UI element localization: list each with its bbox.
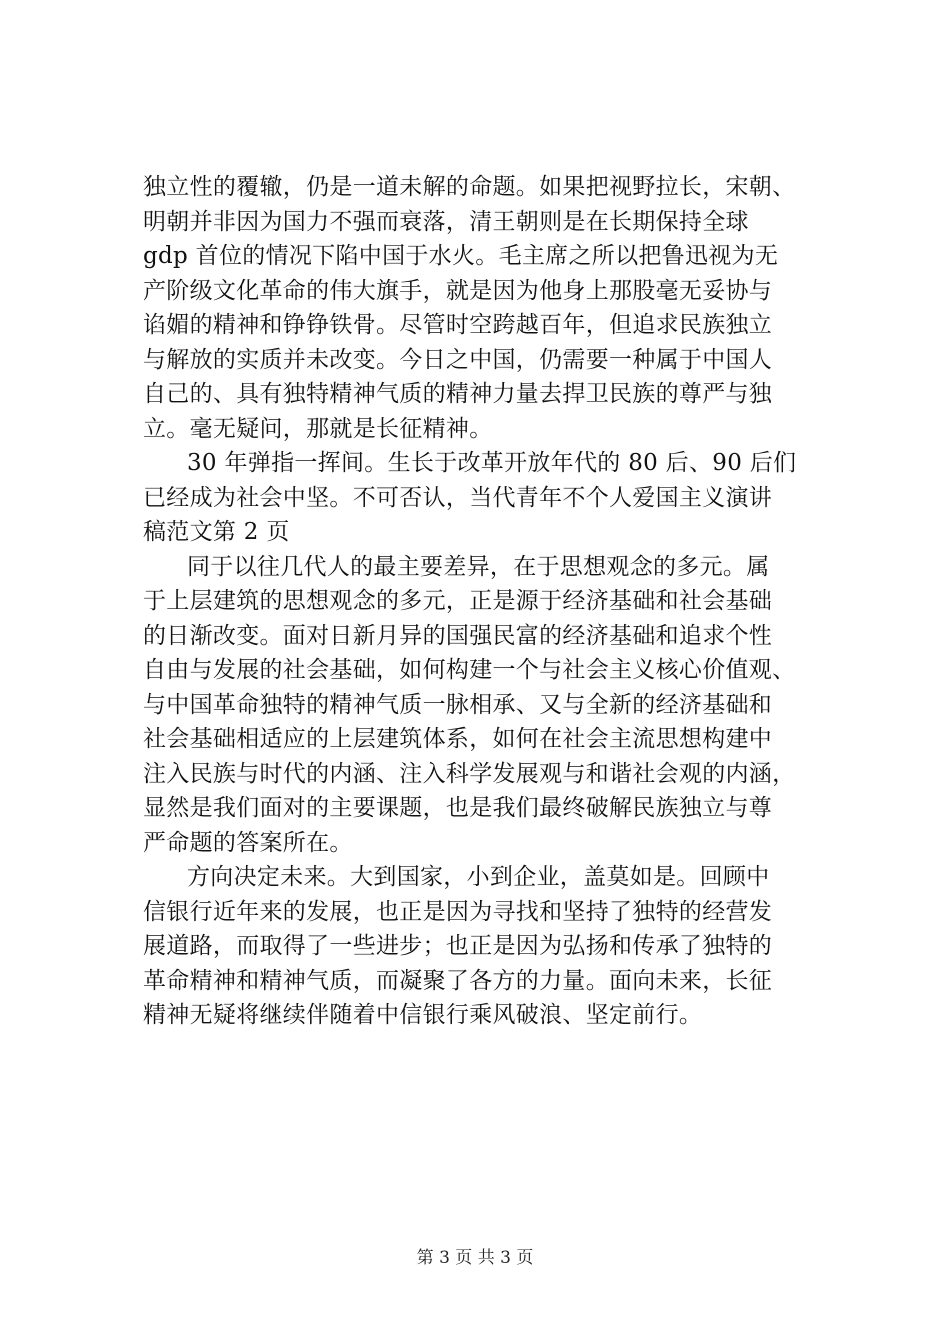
text-line: 与中国革命独特的精神气质一脉相承、又与全新的经济基础和 xyxy=(143,691,773,718)
text-line: 精神无疑将继续伴随着中信银行乘风破浪、坚定前行。 xyxy=(143,1002,703,1028)
page-footer: 第 3 页 共 3 页 xyxy=(416,1248,534,1268)
text-line: 方向决定未来。大到国家，小到企业，盖莫如是。回顾中 xyxy=(187,864,770,890)
text-line: 展道路，而取得了一些进步；也正是因为弘扬和传承了独特的 xyxy=(143,933,773,959)
text-line: 自由与发展的社会基础，如何构建一个与社会主义核心价值观、 xyxy=(143,657,796,683)
text-line: 显然是我们面对的主要课题，也是我们最终破解民族独立与尊 xyxy=(143,795,773,821)
text-line: 立。毫无疑问，那就是长征精神。 xyxy=(143,415,493,442)
document-body xyxy=(143,170,815,1033)
text-line: 与解放的实质并未改变。今日之中国，仍需要一种属于中国人 xyxy=(143,346,773,373)
text-line: 注入民族与时代的内涵、注入科学发展观与和谐社会观的内涵， xyxy=(143,760,796,787)
text-line: 30 年弹指一挥间。生长于改革开放年代的 80 后、90 后们 xyxy=(187,450,797,476)
text-line: 信银行近年来的发展，也正是因为寻找和坚持了独特的经营发 xyxy=(143,898,773,925)
text-line: 的日渐改变。面对日新月异的国强民富的经济基础和追求个性 xyxy=(143,622,773,649)
text-line: 于上层建筑的思想观念的多元，正是源于经济基础和社会基础 xyxy=(143,588,773,614)
text-line: 社会基础相适应的上层建筑体系，如何在社会主流思想构建中 xyxy=(143,726,773,752)
text-line: 革命精神和精神气质，而凝聚了各方的力量。面向未来，长征 xyxy=(143,967,773,994)
text-line: 同于以往几代人的最主要差异，在于思想观念的多元。属 xyxy=(187,553,770,580)
text-line: 产阶级文化革命的伟大旗手，就是因为他身上那股毫无妥协与 xyxy=(143,277,773,304)
text-line: 明朝并非因为国力不强而衰落，清王朝则是在长期保持全球 xyxy=(143,208,749,235)
text-line: 已经成为社会中坚。不可否认，当代青年不个人爱国主义演讲 xyxy=(143,484,773,511)
text-line: 谄媚的精神和铮铮铁骨。尽管时空跨越百年，但追求民族独立 xyxy=(143,312,773,338)
text-line: 独立性的覆辙，仍是一道未解的命题。如果把视野拉长，宋朝、 xyxy=(143,174,796,200)
text-line: 严命题的答案所在。 xyxy=(143,829,353,856)
text-line: 稿范文第 2 页 xyxy=(143,519,290,545)
text-line: gdp 首位的情况下陷中国于水火。毛主席之所以把鲁迅视为无 xyxy=(143,243,779,269)
text-line: 自己的、具有独特精神气质的精神力量去捍卫民族的尊严与独 xyxy=(143,381,773,407)
